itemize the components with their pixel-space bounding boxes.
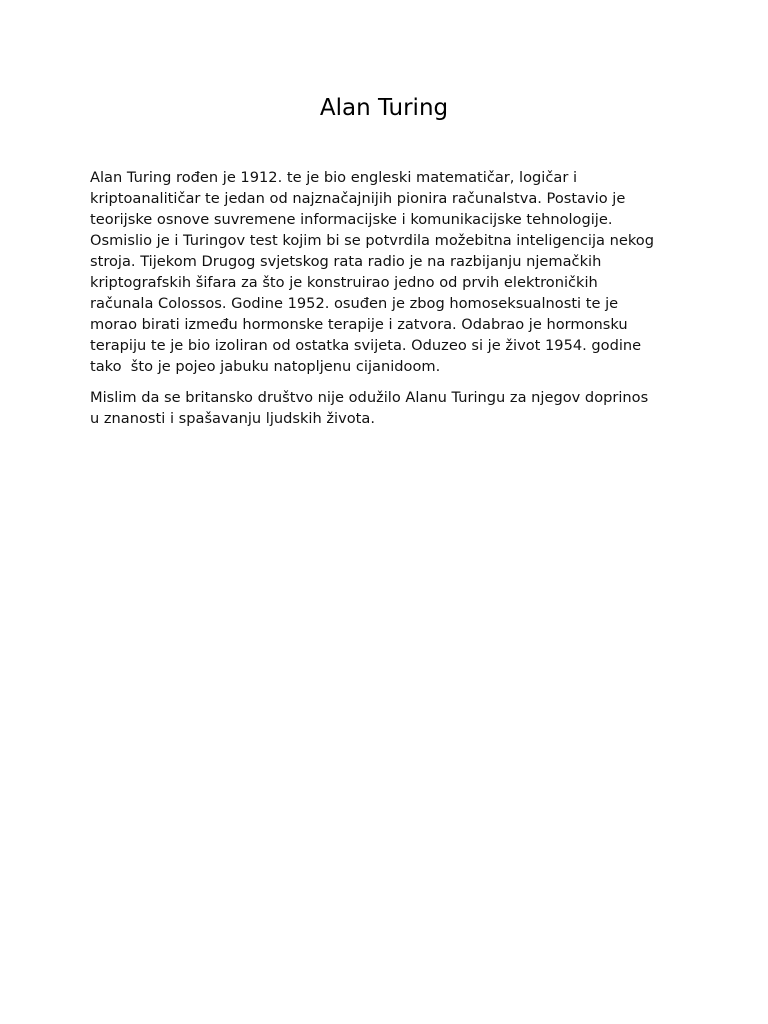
paragraph-1-line: terapiju te je bio izoliran od ostatka svijeta. Oduzeo si je život 1954. godine — [90, 337, 642, 354]
paragraph-1-line: kriptografskih šifara za što je konstruirao jedno od prvih elektroničkih — [90, 274, 598, 291]
paragraph-2-line: Mislim da se britansko društvo nije odužilo Alanu Turingu za njegov doprinos — [90, 389, 649, 406]
paragraph-1-line: teorijske osnove suvremene informacijske i komunikacijske tehnologije. — [90, 211, 613, 228]
paragraph-1-line: računala Colossos. Godine 1952. osuđen je zbog homoseksualnosti te je — [90, 295, 619, 312]
paragraph-1-line: stroja. Tijekom Drugog svjetskog rata radio je na razbijanju njemačkih — [90, 253, 602, 270]
paragraph-2-line: u znanosti i spašavanju ljudskih života. — [90, 410, 375, 427]
paragraph-1-line: Alan Turing rođen je 1912. te je bio engleski matematičar, logičar i — [90, 169, 578, 186]
paragraph-1-line: Osmislio je i Turingov test kojim bi se potvrdila možebitna inteligencija nekog — [90, 232, 654, 249]
paragraph-1 — [90, 167, 690, 377]
paragraph-1-line: morao birati između hormonske terapije i zatvora. Odabrao je hormonsku — [90, 316, 628, 333]
document-body — [90, 167, 690, 439]
document-title: Alan Turing — [319, 95, 449, 121]
paragraph-1-line: kriptoanalitičar te jedan od najznačajnijih pionira računalstva. Postavio je — [90, 190, 626, 207]
paragraph-2 — [90, 387, 690, 429]
paragraph-1-line: tako što je pojeo jabuku natopljenu cijanidoom. — [90, 358, 441, 375]
